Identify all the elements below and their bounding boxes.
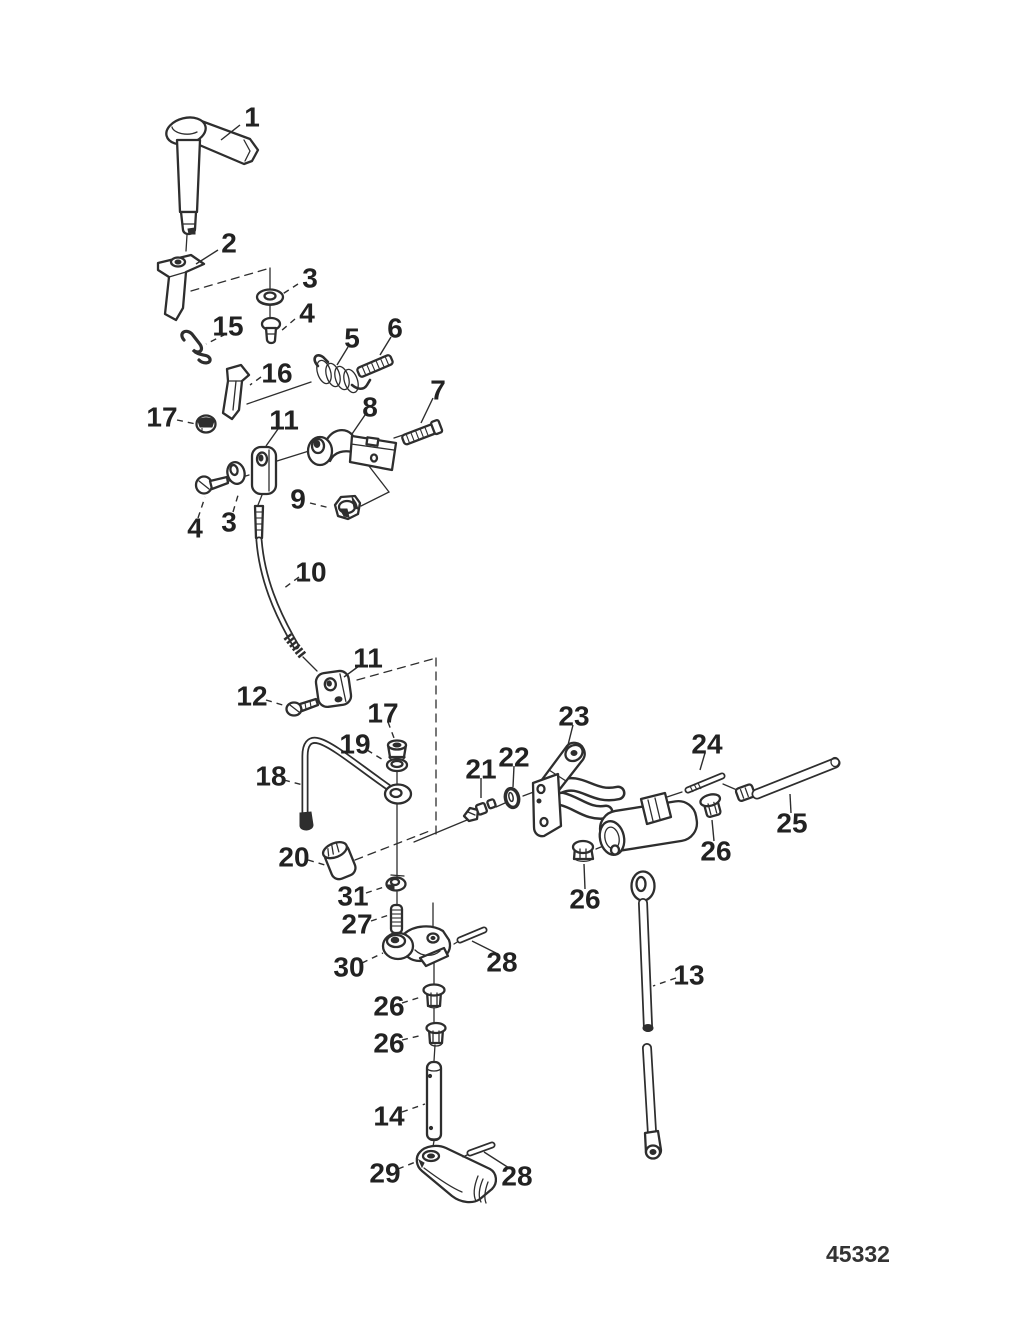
part-11-cable-barrel-upper (252, 447, 276, 494)
callout-28: 28 (486, 946, 518, 978)
callout-8: 8 (362, 391, 378, 423)
callout-9: 9 (290, 483, 306, 515)
callout-leader-27 (371, 915, 389, 921)
part-2-bracket-lever (158, 255, 204, 320)
callout-leader-26 (402, 997, 421, 1003)
part-28-pin-bottom (463, 1145, 492, 1157)
callout-16: 16 (261, 357, 293, 389)
callout-17: 17 (146, 401, 178, 433)
callout-leader-9 (310, 503, 330, 508)
callout-25: 25 (776, 807, 808, 839)
callout-12: 12 (236, 680, 268, 712)
callout-11: 11 (353, 642, 383, 674)
callout-7: 7 (430, 374, 446, 406)
part-20-cable-cap (321, 839, 358, 882)
part-23-shift-bracket-assembly (533, 742, 700, 857)
callout-14: 14 (373, 1100, 405, 1132)
part-31-locknut (387, 878, 406, 891)
callout-21: 21 (465, 753, 497, 785)
part-22-retaining-ring (504, 787, 521, 808)
part-4-screw-mid (196, 477, 231, 494)
callout-leader-17 (177, 420, 196, 424)
callout-leader-20 (308, 860, 325, 865)
callout-30: 30 (333, 951, 365, 983)
part-3-washer-upper (257, 290, 283, 306)
callout-26: 26 (569, 883, 601, 915)
part-4-screw-upper (262, 318, 280, 343)
part-16-link-bracket (223, 365, 249, 419)
callout-11: 11 (269, 404, 299, 436)
part-19-washer (387, 759, 407, 771)
callout-13: 13 (673, 959, 705, 991)
callout-5: 5 (344, 322, 360, 354)
callout-4: 4 (299, 297, 315, 329)
callout-28: 28 (501, 1160, 533, 1192)
callout-27: 27 (341, 908, 373, 940)
callout-26: 26 (373, 1027, 405, 1059)
callout-2: 2 (221, 227, 237, 259)
callout-31: 31 (337, 880, 369, 912)
part-15-spring-clip (182, 331, 210, 363)
callout-24: 24 (691, 728, 723, 760)
callout-15: 15 (212, 310, 244, 342)
callout-leader-30 (362, 953, 383, 963)
callout-17: 17 (367, 697, 399, 729)
callout-29: 29 (369, 1157, 401, 1189)
callout-3: 3 (302, 262, 318, 294)
callout-leader-26 (402, 1035, 423, 1040)
callout-leader-3 (281, 284, 298, 295)
part-17-nut-mid (388, 741, 406, 761)
callout-leader-14 (402, 1104, 425, 1112)
callout-10: 10 (295, 556, 327, 588)
part-26-bushing-b (427, 1023, 446, 1046)
callout-26: 26 (700, 835, 732, 867)
part-29-cam-lever (417, 1146, 496, 1203)
callout-leader-2 (196, 250, 218, 264)
callout-layer (146, 102, 807, 1192)
part-17-nut-upper (197, 416, 216, 433)
part-13-connecting-rod (632, 872, 662, 1159)
callout-leader-16 (250, 377, 261, 385)
part-26-nut-assembly (573, 841, 593, 861)
part-24-pivot-pin (688, 776, 722, 792)
callout-26: 26 (373, 990, 405, 1022)
callout-3: 3 (221, 506, 237, 538)
callout-18: 18 (255, 760, 287, 792)
callout-leader-4 (281, 319, 295, 331)
part-26-bushing-right (699, 792, 724, 818)
part-6-screw (356, 354, 393, 377)
callout-1: 1 (244, 101, 260, 133)
part-12-screw (287, 699, 319, 716)
part-28-pin-mid (454, 930, 484, 944)
part-21-hardware-set (464, 799, 496, 821)
callout-19: 19 (339, 728, 371, 760)
part-26-bushing-a (424, 985, 445, 1008)
callout-leader-29 (398, 1161, 418, 1169)
drawing-number: 45332 (826, 1241, 890, 1267)
callout-leader-12 (266, 700, 286, 706)
part-14-spacer-tube (427, 1062, 441, 1140)
callout-6: 6 (387, 312, 403, 344)
callout-4: 4 (187, 512, 203, 544)
part-27-threaded-stud (391, 905, 402, 933)
callout-23: 23 (558, 700, 590, 732)
part-8-shift-arm (308, 430, 396, 470)
callout-20: 20 (278, 841, 310, 873)
part-7-screw (401, 420, 443, 446)
part-25-link-rod (735, 758, 839, 802)
callout-leader-18 (284, 780, 303, 785)
part-9-nut (335, 496, 360, 519)
callout-leader-31 (366, 887, 384, 893)
callout-22: 22 (498, 741, 530, 773)
